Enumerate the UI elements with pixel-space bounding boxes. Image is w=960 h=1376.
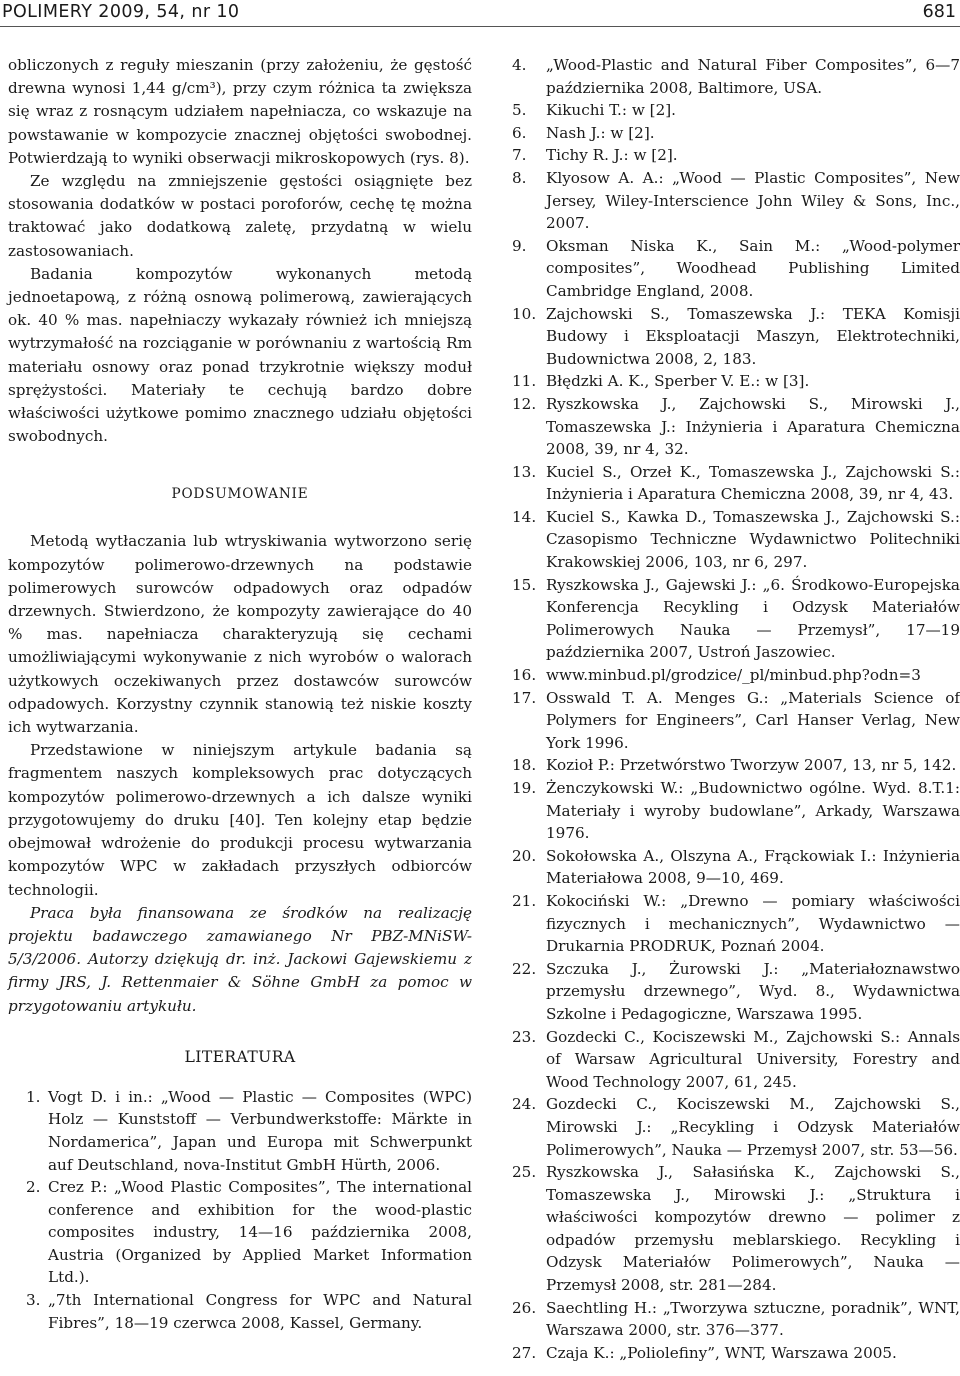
- reference-text: Gozdecki C., Kociszewski M., Zajchowski S., Mirowski J.: „Recykling i Odzysk Materiałów Polimerowych”, Nauka — Przemysł 2007, str. 53—56.: [546, 1095, 960, 1159]
- reference-item: [512, 370, 960, 393]
- reference-text: Saechtling H.: „Tworzywa sztuczne, poradnik”, WNT, Warszawa 2000, str. 376—377.: [546, 1298, 960, 1340]
- reference-text: Ryszkowska J., Sałasińska K., Zajchowski S., Tomaszewska J., Mirowski J.: „Struktura i właściwości kompozytów drewno — polimer z odpadów przemysłu meblarskiego. Recykling i Odzysk Materiałów Polimerowych”, Nauka — Przemysł 2008, str. 281—284.: [546, 1163, 960, 1295]
- reference-text: www.minbud.pl/grodzice/_pl/minbud.php?odn=3: [546, 666, 921, 685]
- reference-item: [512, 506, 960, 574]
- reference-text: Oksman Niska K., Sain M.: „Wood-polymer composites”, Woodhead Publishing Limited Cambridge England, 2008.: [546, 236, 960, 300]
- reference-number: 15.: [512, 575, 537, 594]
- reference-item: [8, 1176, 472, 1289]
- reference-text: Osswald T. A. Menges G.: „Materials Science of Polymers for Engineers”, Carl Hanser Verlag, New York 1996.: [546, 688, 960, 752]
- reference-number: 18.: [512, 756, 537, 775]
- reference-number: 3.: [26, 1291, 41, 1310]
- reference-number: 26.: [512, 1298, 537, 1317]
- reference-number: 12.: [512, 394, 537, 413]
- reference-number: 13.: [512, 462, 537, 481]
- body-paragraph: Ze względu na zmniejszenie gęstości osiągnięte bez stosowania dodatków w postaci poroforów, cechę tę można traktować jako dodatkową zaletę, przydatną w wielu zastosowaniach.: [8, 172, 472, 260]
- reference-item: [512, 54, 960, 99]
- reference-item: [512, 461, 960, 506]
- page-number: 681: [922, 2, 956, 22]
- reference-item: [512, 393, 960, 461]
- reference-number: 14.: [512, 507, 537, 526]
- journal-citation: POLIMERY 2009, 54, nr 10: [2, 2, 240, 22]
- reference-text: Kikuchi T.: w [2].: [546, 101, 676, 120]
- reference-number: 8.: [512, 168, 527, 187]
- reference-item: [512, 845, 960, 890]
- reference-text: Błędzki A. K., Sperber V. E.: w [3].: [546, 372, 810, 391]
- reference-item: [512, 754, 960, 777]
- left-column: [8, 54, 472, 1334]
- summary-heading: PODSUMOWANIE: [171, 486, 309, 503]
- body-paragraph: Badania kompozytów wykonanych metodą jednoetapową, z różną osnową polimerową, zawierających ok. 40 % mas. napełniaczy wykazały również ich mniejszą wytrzymałość na rozciąganie w porównaniu z wartością Rm materiału osnowy oraz ponad trzykrotnie większy moduł sprężystości. Materiały te cechują bardzo dobre właściwości użytkowe pomimo znacznego udziału objętości swobodnych.: [8, 264, 472, 446]
- reference-number: 10.: [512, 304, 537, 323]
- reference-text: „Wood-Plastic and Natural Fiber Composites”, 6—7 października 2008, Baltimore, USA.: [546, 56, 960, 97]
- reference-item: [512, 99, 960, 122]
- reference-number: 9.: [512, 236, 527, 255]
- reference-text: Ryszkowska J., Zajchowski S., Mirowski J., Tomaszewska J.: Inżynieria i Aparatura Chemiczna 2008, 39, nr 4, 32.: [546, 394, 960, 459]
- reference-text: Nash J.: w [2].: [546, 123, 655, 142]
- body-paragraph: obliczonych z reguły mieszanin (przy założeniu, że gęstość drewna wynosi 1,44 g/cm³), przy czym różnica ta zwiększa się wraz z rosnącym udziałem napełniacza, co wskazuje na powstawanie w kompozycie znacznej objętości swobodnej. Potwierdzają to wyniki obserwacji mikroskopowych (rys. 8).: [8, 56, 472, 167]
- reference-item: [512, 1026, 960, 1094]
- summary-paragraph: Przedstawione w niniejszym artykule badania są fragmentem naszych kompleksowych prac dotyczących kompozytów polimerowo-drzewnych a ich dalsze wyniki przygotowujemy do druku [40]. Ten kolejny etap będzie obejmował wdrożenie do produkcji procesu wytwarzania kompozytów WPC w zakładach przyszłych odbiorców technologii.: [8, 741, 472, 899]
- reference-number: 4.: [512, 56, 527, 74]
- reference-number: 23.: [512, 1027, 537, 1046]
- reference-text: Czaja K.: „Poliolefiny”, WNT, Warszawa 2005.: [546, 1343, 897, 1362]
- reference-list: [512, 54, 960, 1364]
- reference-text: Kuciel S., Orzeł K., Tomaszewska J., Zajchowski S.: Inżynieria i Aparatura Chemiczna 2008, 39, nr 4, 43.: [546, 462, 960, 504]
- reference-number: 16.: [512, 666, 537, 685]
- reference-number: 20.: [512, 846, 537, 865]
- reference-item: [512, 664, 960, 687]
- reference-number: 1.: [26, 1087, 41, 1106]
- reference-item: [8, 1289, 472, 1334]
- reference-item: [512, 144, 960, 167]
- reference-number: 27.: [512, 1343, 537, 1362]
- reference-text: Żenczykowski W.: „Budownictwo ogólne. Wyd. 8.T.1: Materiały i wyroby budowlane”, Arkady, Warszawa 1976.: [546, 779, 960, 843]
- reference-text: Crez P.: „Wood Plastic Composites”, The international conference and exhibition for the wood-plastic composites industry, 14—16 października 2008, Austria (Organized by Applied Market Information Ltd.).: [48, 1178, 472, 1287]
- reference-text: Sokołowska A., Olszyna A., Frąckowiak I.: Inżynieria Materiałowa 2008, 9—10, 469.: [546, 846, 960, 888]
- reference-item: [512, 958, 960, 1026]
- reference-item: [512, 167, 960, 235]
- reference-number: 11.: [512, 372, 537, 391]
- reference-text: Klyosow A. A.: „Wood — Plastic Composites”, New Jersey, Wiley-Interscience John Wiley & Sons, Inc., 2007.: [546, 168, 960, 233]
- reference-text: Gozdecki C., Kociszewski M., Zajchowski S.: Annals of Warsaw Agricultural University, Forestry and Wood Technology 2007, 61, 245.: [546, 1027, 960, 1091]
- reference-item: [512, 122, 960, 145]
- reference-item: [512, 1297, 960, 1342]
- reference-number: 7.: [512, 146, 527, 165]
- reference-number: 19.: [512, 779, 537, 797]
- reference-item: [512, 1093, 960, 1161]
- reference-text: Kozioł P.: Przetwórstwo Tworzyw 2007, 13, nr 5, 142.: [546, 756, 957, 775]
- reference-text: Szczuka J., Żurowski J.: „Materiałoznawstwo przemysłu drzewnego”, Wyd. 8., Wydawnictwa Szkolne i Pedagogiczne, Warszawa 1995.: [546, 959, 960, 1023]
- reference-item: [512, 574, 960, 664]
- reference-item: [512, 303, 960, 371]
- reference-number: 2.: [26, 1178, 41, 1197]
- reference-item: [512, 890, 960, 958]
- reference-number: 17.: [512, 688, 537, 707]
- reference-number: 21.: [512, 891, 537, 910]
- summary-paragraph: Metodą wytłaczania lub wtryskiwania wytworzono serię kompozytów polimerowo-drzewnych na podstawie polimerowych surowców odpadowych oraz odpadów drzewnych. Stwierdzono, że kompozyty zawierające do 40 % mas. napełniacza charakteryzują się cechami umożliwiającymi wykonywanie z nich wyrobów o walorach użytkowych oczekiwanych przez dostawców surowców odpadowych. Korzystny czynnik stanowią też niskie koszty ich wytwarzania.: [8, 532, 472, 737]
- reference-list: [8, 1086, 472, 1335]
- reference-number: 5.: [512, 101, 527, 120]
- reference-text: Tichy R. J.: w [2].: [546, 146, 678, 165]
- reference-text: Zajchowski S., Tomaszewska J.: TEKA Komisji Budowy i Eksploatacji Maszyn, Elektrotechniki, Budownictwa 2008, 2, 183.: [546, 304, 960, 368]
- reference-text: Vogt D. i in.: „Wood — Plastic — Composites (WPC) Holz — Kunststoff — Verbundwerkstoffe: Märkte in Nordamerica”, Japan und Europa mit Schwerpunkt auf Deutschland, nova-Institut GmbH Hürth, 2006.: [48, 1087, 472, 1174]
- running-header: [0, 0, 960, 27]
- reference-item: [512, 1161, 960, 1297]
- reference-text: Ryszkowska J., Gajewski J.: „6. Środkowo-Europejska Konferencja Recykling i Odzysk Materiałów Polimerowych Nauka — Przemysł”, 17—19 października 2007, Ustroń Jaszowiec.: [546, 575, 960, 662]
- reference-item: [512, 1342, 960, 1365]
- literature-heading: LITERATURA: [184, 1047, 296, 1066]
- reference-item: [8, 1086, 472, 1176]
- reference-number: 6.: [512, 123, 527, 142]
- right-column: [512, 54, 960, 1364]
- reference-text: Kuciel S., Kawka D., Tomaszewska J., Zajchowski S.: Czasopismo Techniczne Wydawnictwo Politechniki Krakowskiej 2006, 103, nr 6, 297.: [546, 507, 960, 572]
- reference-item: [512, 777, 960, 845]
- reference-item: [512, 687, 960, 755]
- reference-number: 22.: [512, 959, 537, 978]
- reference-text: „7th International Congress for WPC and Natural Fibres”, 18—19 czerwca 2008, Kassel, Germany.: [48, 1291, 472, 1332]
- reference-item: [512, 235, 960, 303]
- reference-number: 25.: [512, 1163, 537, 1182]
- acknowledgement: Praca była finansowana ze środków na realizację projektu badawczego zamawianego Nr PBZ-MNiSW-5/3/2006. Autorzy dziękują dr. inż. Jackowi Gajewskiemu z firmy JRS, J. Rettenmaier & Söhne GmbH za pomoc w przygotowaniu artykułu.: [8, 903, 472, 1015]
- reference-number: 24.: [512, 1095, 537, 1114]
- reference-text: Kokociński W.: „Drewno — pomiary właściwości fizycznych i mechanicznych”, Wydawnictwo — Drukarnia PRODRUK, Poznań 2004.: [546, 891, 960, 956]
